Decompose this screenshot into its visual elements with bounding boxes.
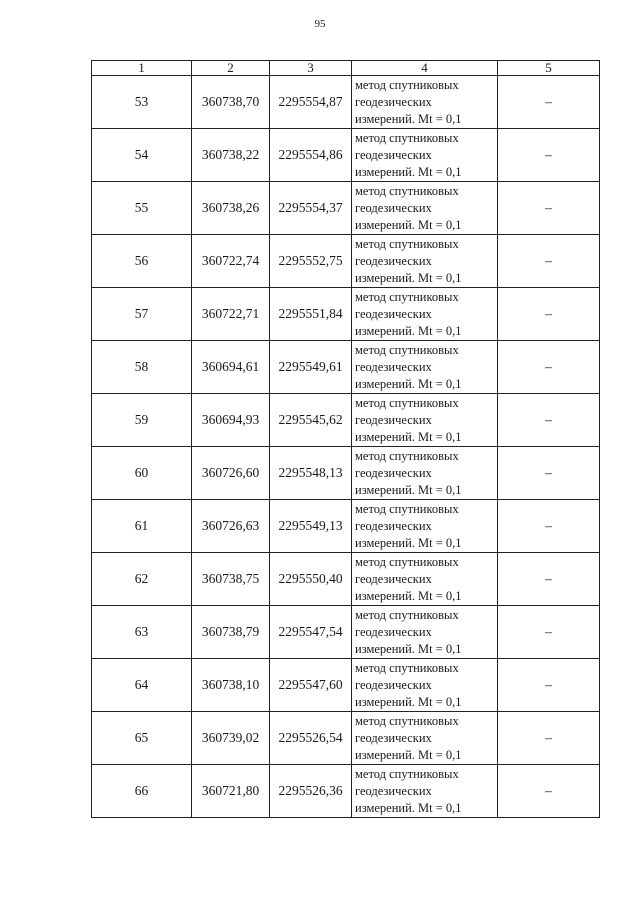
method-cell <box>352 288 498 341</box>
table-row <box>92 129 600 182</box>
note-cell: – <box>498 447 600 500</box>
method-line: измерений. Mt = 0,1 <box>355 270 462 285</box>
page-number: 95 <box>314 18 326 30</box>
point-number-cell: 65 <box>92 712 192 765</box>
method-cell <box>352 235 498 288</box>
method-cell <box>352 765 498 818</box>
method-line: метод спутниковых <box>355 183 459 198</box>
method-line: измерений. Mt = 0,1 <box>355 482 462 497</box>
y-coordinate-cell: 2295554,87 <box>270 76 352 129</box>
table-row <box>92 447 600 500</box>
method-line: метод спутниковых <box>355 130 459 145</box>
y-coordinate-cell: 2295550,40 <box>270 553 352 606</box>
x-coordinate-cell: 360739,02 <box>192 712 270 765</box>
method-line: метод спутниковых <box>355 289 459 304</box>
table-row <box>92 235 600 288</box>
column-header-2: 2 <box>192 61 270 76</box>
method-line: геодезических <box>355 518 432 533</box>
method-line: метод спутниковых <box>355 554 459 569</box>
point-number-cell: 58 <box>92 341 192 394</box>
table-row <box>92 500 600 553</box>
table-row <box>92 182 600 235</box>
x-coordinate-cell: 360722,71 <box>192 288 270 341</box>
table-row <box>92 765 600 818</box>
method-line: геодезических <box>355 730 432 745</box>
method-line: измерений. Mt = 0,1 <box>355 376 462 391</box>
y-coordinate-cell: 2295547,54 <box>270 606 352 659</box>
table-row <box>92 606 600 659</box>
method-cell <box>352 447 498 500</box>
x-coordinate-cell: 360726,63 <box>192 500 270 553</box>
column-header-1: 1 <box>92 61 192 76</box>
method-cell <box>352 394 498 447</box>
method-line: геодезических <box>355 200 432 215</box>
method-line: геодезических <box>355 306 432 321</box>
point-number-cell: 53 <box>92 76 192 129</box>
point-number-cell: 62 <box>92 553 192 606</box>
method-line: измерений. Mt = 0,1 <box>355 535 462 550</box>
x-coordinate-cell: 360738,79 <box>192 606 270 659</box>
y-coordinate-cell: 2295526,54 <box>270 712 352 765</box>
note-cell: – <box>498 235 600 288</box>
method-line: метод спутниковых <box>355 395 459 410</box>
x-coordinate-cell: 360738,26 <box>192 182 270 235</box>
method-line: метод спутниковых <box>355 501 459 516</box>
point-number-cell: 63 <box>92 606 192 659</box>
point-number-cell: 55 <box>92 182 192 235</box>
point-number-cell: 57 <box>92 288 192 341</box>
method-line: метод спутниковых <box>355 448 459 463</box>
y-coordinate-cell: 2295552,75 <box>270 235 352 288</box>
method-line: геодезических <box>355 677 432 692</box>
point-number-cell: 59 <box>92 394 192 447</box>
point-number-cell: 61 <box>92 500 192 553</box>
table-header <box>92 61 600 76</box>
method-line: геодезических <box>355 624 432 639</box>
table-row <box>92 712 600 765</box>
table-body <box>92 76 600 818</box>
method-line: измерений. Mt = 0,1 <box>355 588 462 603</box>
note-cell: – <box>498 76 600 129</box>
column-header-5: 5 <box>498 61 600 76</box>
header-row <box>92 61 600 76</box>
method-cell <box>352 129 498 182</box>
method-line: измерений. Mt = 0,1 <box>355 323 462 338</box>
method-line: геодезических <box>355 147 432 162</box>
method-line: геодезических <box>355 359 432 374</box>
x-coordinate-cell: 360726,60 <box>192 447 270 500</box>
table-row <box>92 341 600 394</box>
note-cell: – <box>498 341 600 394</box>
x-coordinate-cell: 360694,61 <box>192 341 270 394</box>
y-coordinate-cell: 2295554,86 <box>270 129 352 182</box>
method-line: метод спутниковых <box>355 236 459 251</box>
method-line: метод спутниковых <box>355 713 459 728</box>
y-coordinate-cell: 2295549,13 <box>270 500 352 553</box>
method-line: геодезических <box>355 253 432 268</box>
point-number-cell: 54 <box>92 129 192 182</box>
note-cell: – <box>498 129 600 182</box>
table-row <box>92 659 600 712</box>
column-header-3: 3 <box>270 61 352 76</box>
method-line: метод спутниковых <box>355 342 459 357</box>
note-cell: – <box>498 500 600 553</box>
method-line: метод спутниковых <box>355 660 459 675</box>
point-number-cell: 64 <box>92 659 192 712</box>
table-row <box>92 288 600 341</box>
method-line: измерений. Mt = 0,1 <box>355 164 462 179</box>
note-cell: – <box>498 394 600 447</box>
method-cell <box>352 76 498 129</box>
column-header-4: 4 <box>352 61 498 76</box>
method-line: геодезических <box>355 465 432 480</box>
table-row <box>92 553 600 606</box>
x-coordinate-cell: 360738,75 <box>192 553 270 606</box>
method-cell <box>352 712 498 765</box>
method-line: геодезических <box>355 94 432 109</box>
method-line: метод спутниковых <box>355 77 459 92</box>
x-coordinate-cell: 360738,70 <box>192 76 270 129</box>
method-line: измерений. Mt = 0,1 <box>355 694 462 709</box>
note-cell: – <box>498 765 600 818</box>
x-coordinate-cell: 360722,74 <box>192 235 270 288</box>
y-coordinate-cell: 2295549,61 <box>270 341 352 394</box>
y-coordinate-cell: 2295551,84 <box>270 288 352 341</box>
method-line: метод спутниковых <box>355 766 459 781</box>
method-cell <box>352 341 498 394</box>
method-line: измерений. Mt = 0,1 <box>355 747 462 762</box>
x-coordinate-cell: 360721,80 <box>192 765 270 818</box>
method-line: измерений. Mt = 0,1 <box>355 429 462 444</box>
note-cell: – <box>498 712 600 765</box>
y-coordinate-cell: 2295554,37 <box>270 182 352 235</box>
method-cell <box>352 659 498 712</box>
note-cell: – <box>498 553 600 606</box>
table-row <box>92 394 600 447</box>
y-coordinate-cell: 2295548,13 <box>270 447 352 500</box>
note-cell: – <box>498 606 600 659</box>
method-line: измерений. Mt = 0,1 <box>355 111 462 126</box>
method-cell <box>352 606 498 659</box>
table-row <box>92 76 600 129</box>
method-line: геодезических <box>355 412 432 427</box>
y-coordinate-cell: 2295547,60 <box>270 659 352 712</box>
y-coordinate-cell: 2295545,62 <box>270 394 352 447</box>
y-coordinate-cell: 2295526,36 <box>270 765 352 818</box>
method-line: геодезических <box>355 783 432 798</box>
point-number-cell: 56 <box>92 235 192 288</box>
note-cell: – <box>498 288 600 341</box>
method-line: измерений. Mt = 0,1 <box>355 217 462 232</box>
coordinates-table <box>91 60 600 818</box>
method-line: измерений. Mt = 0,1 <box>355 800 462 815</box>
x-coordinate-cell: 360694,93 <box>192 394 270 447</box>
note-cell: – <box>498 182 600 235</box>
x-coordinate-cell: 360738,22 <box>192 129 270 182</box>
method-cell <box>352 182 498 235</box>
point-number-cell: 66 <box>92 765 192 818</box>
method-line: геодезических <box>355 571 432 586</box>
point-number-cell: 60 <box>92 447 192 500</box>
method-cell <box>352 553 498 606</box>
method-line: измерений. Mt = 0,1 <box>355 641 462 656</box>
method-line: метод спутниковых <box>355 607 459 622</box>
method-cell <box>352 500 498 553</box>
note-cell: – <box>498 659 600 712</box>
x-coordinate-cell: 360738,10 <box>192 659 270 712</box>
